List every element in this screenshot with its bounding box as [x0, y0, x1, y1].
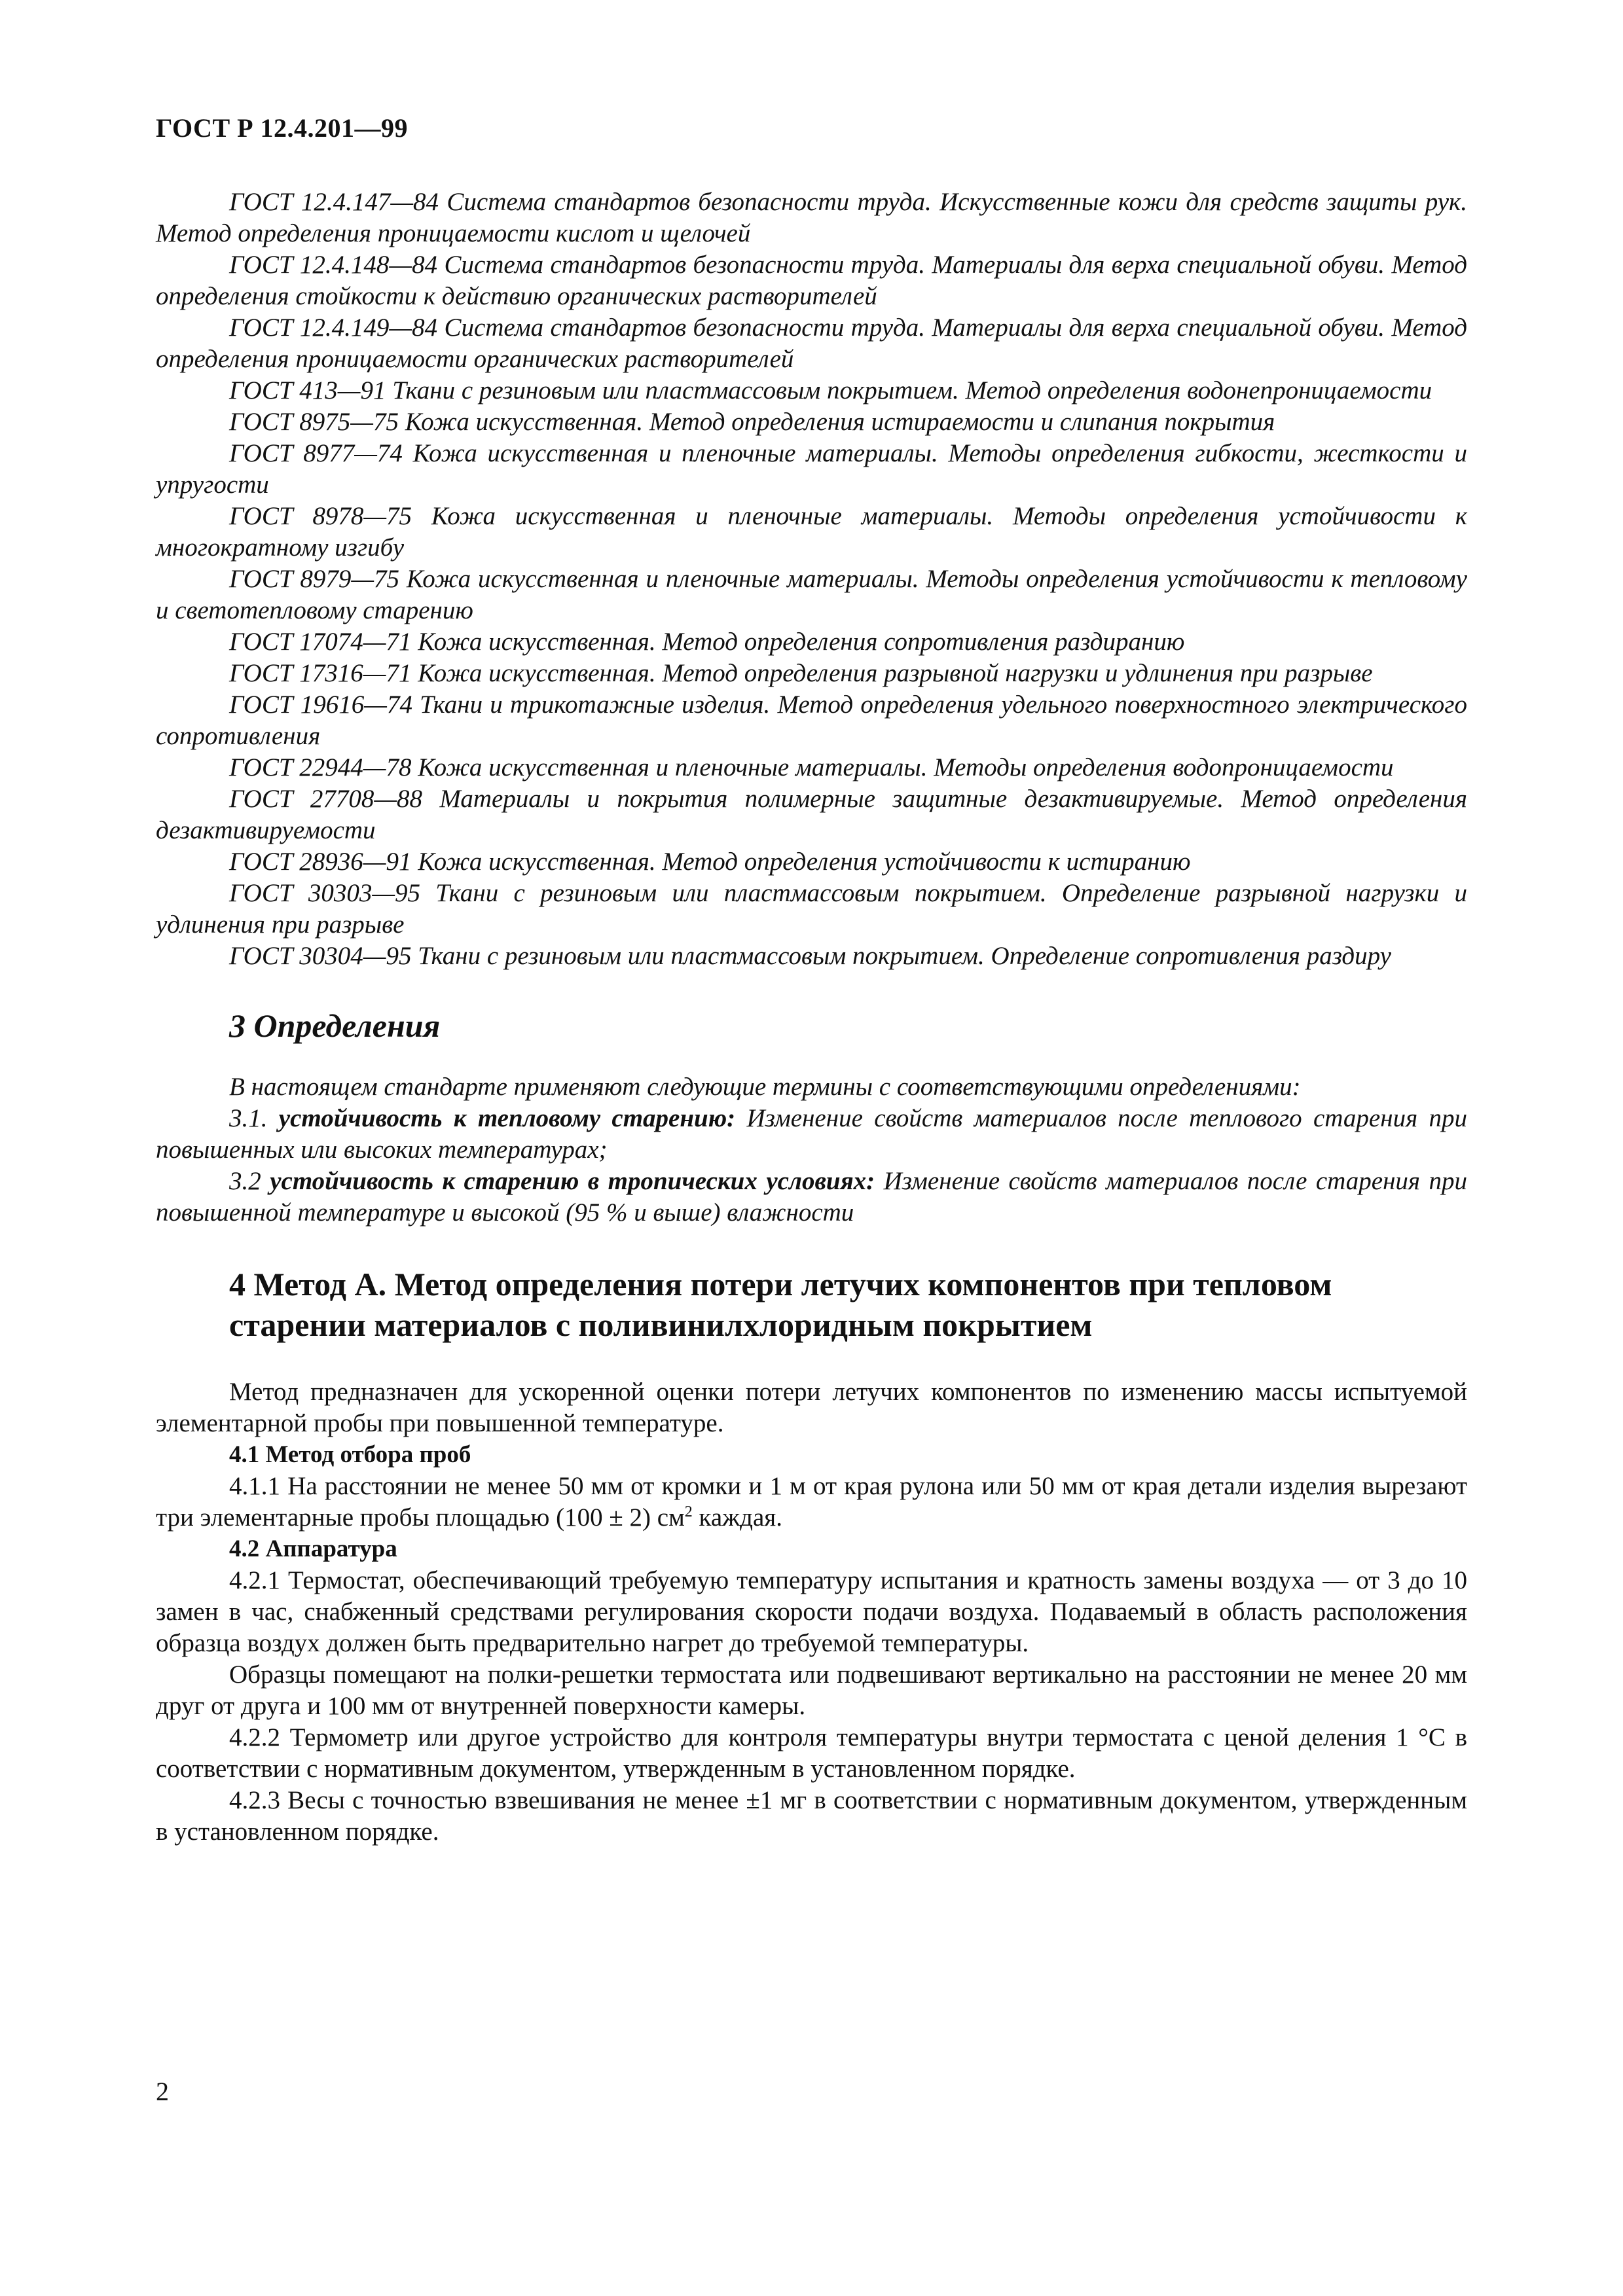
- reference-item: ГОСТ 12.4.149—84 Система стандартов безопасности труда. Материалы для верха специальной обуви. Метод определения проницаемости органических растворителей: [156, 314, 1467, 373]
- reference-item: ГОСТ 22944—78 Кожа искусственная и пленочные материалы. Методы определения водопроницаемости: [229, 753, 1394, 781]
- reference-item: ГОСТ 17316—71 Кожа искусственная. Метод определения разрывной нагрузки и удлинения при разрыве: [229, 659, 1373, 687]
- section-4-heading: [229, 1264, 1467, 1345]
- normative-references-list: [156, 187, 1467, 972]
- reference-item: ГОСТ 413—91 Ткани с резиновым или пластмассовым покрытием. Метод определения водонепроницаемости: [229, 376, 1432, 404]
- paragraph-4-2-2: 4.2.2 Термометр или другое устройство для контроля температуры внутри термостата с ценой деления 1 °С в соответствии с нормативным документом, утвержденным в установленном порядке.: [156, 1723, 1467, 1783]
- reference-item: ГОСТ 30304—95 Ткани с резиновым или пластмассовым покрытием. Определение сопротивления раздиру: [229, 942, 1391, 970]
- reference-item: ГОСТ 19616—74 Ткани и трикотажные изделия. Метод определения удельного поверхностного электрического сопротивления: [156, 691, 1467, 750]
- reference-item: ГОСТ 8978—75 Кожа искусственная и пленочные материалы. Методы определения устойчивости к многократному изгибу: [156, 502, 1467, 562]
- definitions-intro: В настоящем стандарте применяют следующие термины с соответствующими определениями:: [229, 1073, 1301, 1101]
- section-4-body: [156, 1376, 1467, 1848]
- reference-item: ГОСТ 12.4.147—84 Система стандартов безопасности труда. Искусственные кожи для средств защиты рук. Метод определения проницаемости кислот и щелочей: [156, 188, 1467, 247]
- section-4-heading-line-2: старении материалов с поливинилхлоридным покрытием: [229, 1306, 1093, 1343]
- page-number: 2: [156, 2077, 169, 2106]
- definition-text: Изменение свойств материалов после старения при повышенной температуре и высокой (95 % и выше) влажности: [156, 1167, 1468, 1227]
- definition-term: устойчивость к старению в тропических условиях:: [270, 1167, 875, 1195]
- subsection-4-2-heading: 4.2 Аппаратура: [229, 1535, 397, 1562]
- reference-item: ГОСТ 8975—75 Кожа искусственная. Метод определения истираемости и слипания покрытия: [229, 408, 1275, 436]
- reference-item: ГОСТ 17074—71 Кожа искусственная. Метод определения сопротивления раздиранию: [229, 628, 1185, 656]
- reference-item: ГОСТ 8979—75 Кожа искусственная и пленочные материалы. Методы определения устойчивости к тепловому и светотепловому старению: [156, 565, 1467, 624]
- paragraph-4-1-1-tail: каждая.: [692, 1503, 782, 1532]
- definition-number: 3.2: [229, 1167, 261, 1195]
- paragraph-4-2-1-continued: Образцы помещают на полки-решетки термостата или подвешивают вертикально на расстоянии не менее 20 мм друг от друга и 100 мм от внутренней поверхности камеры.: [156, 1660, 1467, 1720]
- paragraph-4-1-1: [156, 1471, 1467, 1534]
- definition-3-1: [156, 1103, 1467, 1166]
- reference-item: ГОСТ 8977—74 Кожа искусственная и пленочные материалы. Методы определения гибкости, жесткости и упругости: [156, 439, 1467, 499]
- section-4-heading-line-1: 4 Метод А. Метод определения потери летучих компонентов при тепловом: [229, 1266, 1332, 1302]
- paragraph-4-2-3: 4.2.3 Весы с точностью взвешивания не менее ±1 мг в соответствии с нормативным документом, утвержденным в установленном порядке.: [156, 1786, 1467, 1846]
- definition-text: Изменение свойств материалов после теплового старения при повышенных или высоких температурах;: [156, 1104, 1467, 1164]
- reference-item: ГОСТ 27708—88 Материалы и покрытия полимерные защитные дезактивируемые. Метод определения дезактивируемости: [156, 785, 1467, 844]
- reference-item: ГОСТ 28936—91 Кожа искусственная. Метод определения устойчивости к истиранию: [229, 848, 1191, 876]
- definition-number: 3.1.: [229, 1104, 268, 1132]
- square-superscript: 2: [684, 1503, 693, 1520]
- definition-term: устойчивость к тепловому старению:: [278, 1104, 736, 1132]
- definitions-block: [156, 1071, 1467, 1229]
- reference-item: ГОСТ 30303—95 Ткани с резиновым или пластмассовым покрытием. Определение разрывной нагрузки и удлинения при разрыве: [156, 879, 1467, 939]
- section-3-heading: 3 Определения: [229, 1007, 441, 1044]
- page-content: [156, 187, 1467, 1848]
- paragraph-4-2-1: 4.2.1 Термостат, обеспечивающий требуемую температуру испытания и кратность замены воздуха — от 3 до 10 замен в час, снабженный средствами регулирования скорости подачи воздуха. Подаваемый в область расположения образца воздух должен быть предварительно нагрет до требуемой температуры.: [156, 1566, 1467, 1657]
- section-4-intro: Метод предназначен для ускоренной оценки потери летучих компонентов по изменению массы испытуемой элементарной пробы при повышенной температуре.: [156, 1378, 1467, 1437]
- subsection-4-1-heading: 4.1 Метод отбора проб: [229, 1441, 471, 1468]
- definition-3-2: [156, 1166, 1467, 1229]
- paragraph-4-1-1-text: 4.1.1 На расстоянии не менее 50 мм от кромки и 1 м от края рулона или 50 мм от края детали изделия вырезают три элементарные пробы площадью (100 ± 2) см: [156, 1472, 1467, 1532]
- reference-item: ГОСТ 12.4.148—84 Система стандартов безопасности труда. Материалы для верха специальной обуви. Метод определения стойкости к действию органических растворителей: [156, 251, 1467, 310]
- standard-code-header: ГОСТ Р 12.4.201—99: [156, 113, 409, 143]
